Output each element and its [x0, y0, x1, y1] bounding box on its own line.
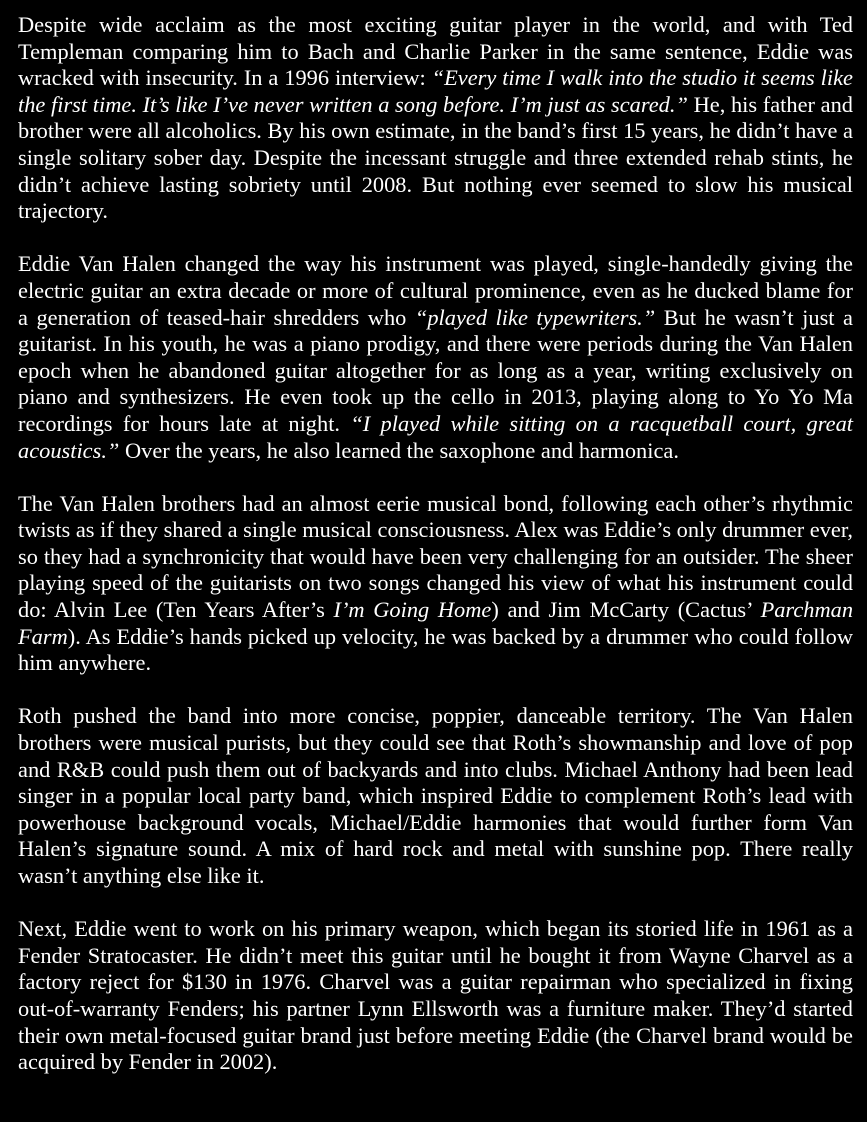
paragraph-1-text-2: He, his father and brother were all alcoholics. By his own estimate, in the band’s first 15 years, he didn’t have a single solitary sober day. Despite the incessant struggle and three extended rehab stints, he didn’t achieve lasting sobriety until 2008. But nothing ever seemed to slow his musical trajectory.: [18, 91, 853, 224]
paragraph-5: [18, 916, 853, 1076]
paragraph-4-text-1: Roth pushed the band into more concise, poppier, danceable territory. The Van Halen brothers were musical purists, but they could see that Roth’s showmanship and love of pop and R&B could push them out of backyards and into clubs. Michael Anthony had been lead singer in a popular local party band, which inspired Eddie to complement Roth’s lead with powerhouse background vocals, Michael/Eddie harmonies that would further form Van Halen’s signature sound. A mix of hard rock and metal with sunshine pop. There really wasn’t anything else like it.: [18, 703, 853, 888]
paragraph-1-text-1: Despite wide acclaim as the most exciting guitar player in the world, and with Ted Templeman comparing him to Bach and Charlie Parker in the same sentence, Eddie was wracked with insecurity. In a 1996 interview:: [18, 12, 853, 91]
paragraph-3-text-1: The Van Halen brothers had an almost eerie musical bond, following each other’s rhythmic twists as if they shared a single musical consciousness. Alex was Eddie’s only drummer ever, so they had a synchronicity that would have been very challenging for an outsider. The sheer playing speed of the guitarists on two songs changed his view of what his instrument could do: Alvin Lee (Ten Years After’s: [18, 490, 853, 623]
paragraph-2: [18, 251, 853, 464]
paragraph-5-text-1: Next, Eddie went to work on his primary weapon, which began its storied life in 1961 as a Fender Stratocaster. He didn’t meet this guitar until he bought it from Wayne Charvel as a factory reject for $130 in 1976. Charvel was a guitar repairman who specialized in fixing out-of-warranty Fenders; his partner Lynn Ellsworth was a furniture maker. They’d started their own metal-focused guitar brand just before meeting Eddie (the Charvel brand would be acquired by Fender in 2002).: [18, 916, 853, 1075]
paragraph-3: [18, 491, 853, 677]
interview-quote-studio: “Every time I walk into the studio it seems like the first time. It’s like I’ve never written a song before. I’m just as scared.”: [18, 65, 853, 117]
paragraph-3-text-2: ) and Jim McCarty (Cactus’: [491, 597, 761, 623]
song-title-parchman-farm: Parchman Farm: [18, 597, 854, 649]
paragraph-2-text-2: But he wasn’t just a guitarist. In his youth, he was a piano prodigy, and there were periods during the Van Halen epoch when he abandoned guitar altogether for as long as a year, writing exclusively on piano and synthesizers. He even took up the cello in 2013, playing along to Yo Yo Ma recordings for hours late at night.: [18, 304, 853, 436]
paragraph-2-text-1: Eddie Van Halen changed the way his instrument was played, single-handedly giving the electric guitar an extra decade or more of cultural prominence, even as he ducked blame for a generation of teased-hair shredders who: [18, 251, 853, 330]
quote-racquetball: “I played while sitting on a racquetball court, great acoustics.”: [18, 410, 853, 463]
paragraph-4: [18, 703, 853, 889]
paragraph-3-text-3: ). As Eddie’s hands picked up velocity, he was backed by a drummer who could follow him anywhere.: [18, 623, 853, 676]
paragraph-1: [18, 12, 853, 225]
paragraph-2-text-3: Over the years, he also learned the saxophone and harmonica.: [119, 437, 679, 463]
quote-typewriters: “played like typewriters.”: [414, 304, 656, 330]
song-title-im-going-home: I’m Going Home: [333, 597, 492, 623]
